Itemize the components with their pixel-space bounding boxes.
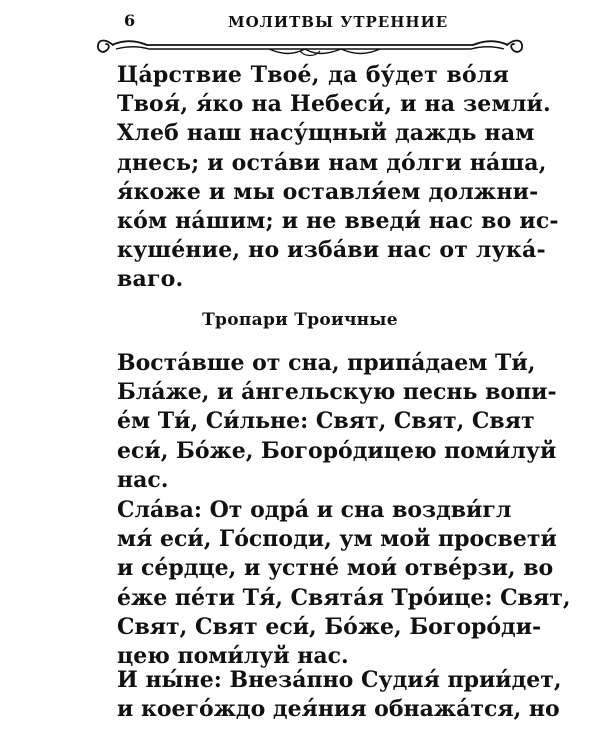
text-line: е́м Ти́, Си́льне: Свят, Свят, Свят [117, 408, 535, 435]
section-title: Тропари Троичные [202, 310, 398, 330]
text-line: мя́ еси́, Го́споди, ум мой просвети́ [117, 526, 557, 553]
text-line: Бла́же, и а́нгельскую песнь вопи- [117, 379, 557, 406]
text-line: я́коже и мы оставля́ем должни- [117, 178, 539, 205]
running-title: МОЛИТВЫ УТРЕННИЕ [228, 13, 449, 31]
text-line [117, 496, 512, 525]
text-fragment: От одра́ и сна воздви́гл [201, 497, 512, 523]
text-line: и се́рдце, и устне́ мои́ отве́рзи, во [117, 555, 554, 582]
text-line: днесь; и оста́ви нам до́лги на́ша, [117, 149, 547, 176]
text-line: Воста́вше от сна, припа́даем Ти́, [117, 350, 536, 376]
now-lead-word: И ны́не: [117, 667, 222, 693]
troparion-now [117, 666, 562, 724]
page-header [0, 0, 600, 60]
troparion-first [117, 349, 557, 495]
text-line: ваго. [117, 266, 184, 293]
text-line: Хлеб наш насу́щный даждь нам [117, 120, 535, 147]
text-line: нас. [117, 466, 169, 493]
text-line: еси́, Бо́же, Богоро́дицею поми́луй [117, 437, 557, 464]
text-line: е́же пе́ти Тя́, Свята́я Тро́ице: Свят, [117, 584, 571, 611]
text-line: ко́м на́шим; и не введи́ нас во ис- [117, 208, 559, 235]
decorative-ornament-rule [95, 29, 525, 59]
glory-lead-word: Сла́ва: [117, 497, 202, 523]
text-line [117, 666, 562, 695]
text-line: цею поми́луй нас. [117, 643, 349, 670]
text-line: Ца́рствие Твое́, да бу́дет во́ля [117, 62, 509, 88]
text-line: куше́ние, но изба́ви нас от лука́- [117, 237, 546, 264]
lords-prayer-continuation [117, 61, 559, 295]
text-line: Твоя́, я́ко на Небеси́, и на земли́. [117, 91, 551, 118]
text-line: Свят, Свят еси́, Бо́же, Богоро́ди- [117, 613, 542, 640]
text-fragment: Внеза́пно Судия́ прии́дет, [221, 667, 562, 693]
troparion-glory [117, 496, 571, 671]
text-line: и коего́ждо дея́ния обнажа́тся, но [117, 696, 560, 723]
page-number: 6 [124, 11, 136, 30]
